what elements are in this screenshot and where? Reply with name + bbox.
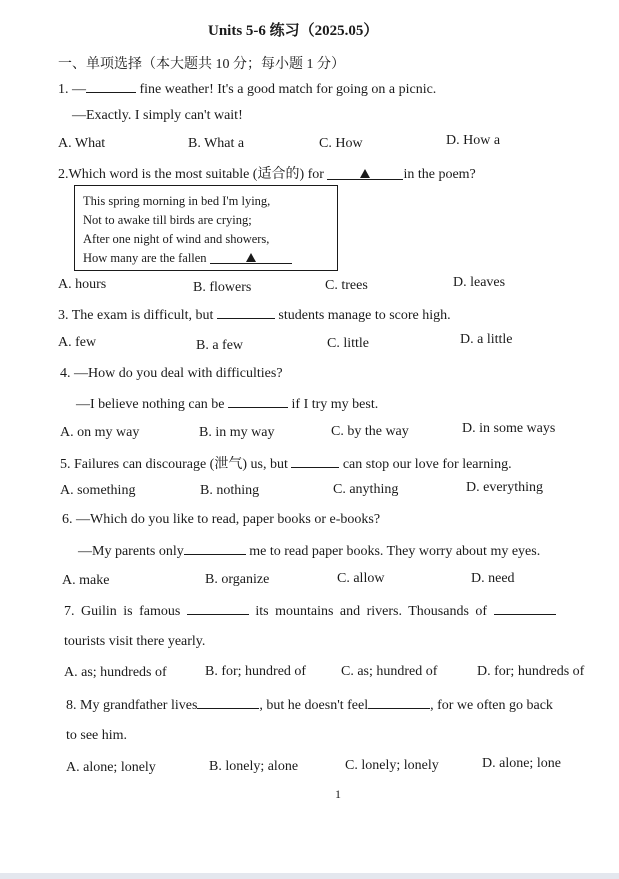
question-6-stem: 6. —Which do you like to read, paper books or e-books? [62,512,381,527]
answer-blank [86,80,136,93]
question-6-text-b: me to read paper books. They worry about my eyes. [249,544,541,559]
question-1-text-b: fine weather! It's a good match for going on a picnic. [139,82,437,97]
q7-option-d: D. for; hundreds of [477,664,585,679]
q7-option-c: C. as; hundred of [341,664,438,679]
question-6-text-a: —My parents only [78,544,184,559]
answer-blank [494,602,556,615]
poem-line: Not to awake till birds are crying; [83,213,252,227]
q6-option-b: B. organize [205,572,270,587]
answer-blank [327,167,403,180]
question-1-stem [58,80,436,98]
q5-option-a: A. something [60,483,136,498]
triangle-icon [246,253,256,262]
question-6-reply [78,542,540,560]
question-4-reply [76,395,378,413]
answer-blank [228,395,288,408]
q8-option-a: A. alone; lonely [66,760,156,775]
question-4-text-a: —I believe nothing can be [76,397,225,412]
answer-blank [217,306,275,319]
question-3-stem [58,306,451,324]
q5-option-c: C. anything [333,482,399,497]
q4-option-a: A. on my way [60,425,140,440]
question-7-stem [64,602,556,620]
answer-blank [197,696,259,709]
q2-option-d: D. leaves [453,275,506,290]
question-8-text-b: , but he doesn't feel [259,698,369,713]
answer-blank [210,251,292,264]
q8-option-d: D. alone; lone [482,756,561,771]
q2-option-a: A. hours [58,277,107,292]
section-heading: 一、单项选择（本大题共 10 分；每小题 1 分） [58,57,345,72]
question-8-text-c: , for we often go back [430,698,553,713]
q1-option-c: C. How [319,136,363,151]
answer-blank [291,455,339,468]
question-2-text-b: in the poem? [403,167,476,182]
poem-line-text: How many are the fallen [83,251,207,265]
question-8-continuation: to see him. [66,728,128,743]
poem-line: This spring morning in bed I'm lying, [83,194,271,208]
page-number: 1 [335,787,341,801]
question-1-text-a: 1. — [58,82,86,97]
q4-option-c: C. by the way [331,424,409,439]
q4-option-b: B. in my way [199,425,275,440]
q1-option-d: D. How a [446,133,501,148]
question-8-text-a: 8. My grandfather lives [66,698,198,713]
q4-option-d: D. in some ways [462,421,556,436]
question-2-text-a: 2.Which word is the most suitable (适合的) for [58,167,324,182]
q1-option-b: B. What a [188,136,245,151]
q6-option-a: A. make [62,573,110,588]
poem-line [83,251,292,266]
answer-blank [368,696,430,709]
poem-box [74,185,338,271]
q8-option-c: C. lonely; lonely [345,758,439,773]
q3-option-a: A. few [58,335,97,350]
q3-option-c: C. little [327,336,369,351]
q7-option-b: B. for; hundred of [205,664,307,679]
q6-option-c: C. allow [337,571,385,586]
q2-option-b: B. flowers [193,280,252,295]
q2-option-c: C. trees [325,278,368,293]
question-5-text-a: 5. Failures can discourage (泄气) us, but [60,457,288,472]
triangle-icon [360,169,370,178]
question-5-stem [60,453,512,473]
answer-blank [187,602,249,615]
q3-option-d: D. a little [460,332,513,347]
q8-option-b: B. lonely; alone [209,759,299,774]
answer-blank [184,542,246,555]
q5-option-d: D. everything [466,480,543,495]
q1-option-a: A. What [58,136,106,151]
question-3-text-a: 3. The exam is difficult, but [58,308,214,323]
question-2-stem [58,163,476,183]
bottom-border [0,873,619,879]
question-3-text-b: students manage to score high. [278,308,451,323]
question-4-stem: 4. —How do you deal with difficulties? [60,366,283,381]
question-5-text-b: can stop our love for learning. [342,457,512,472]
question-7-continuation: tourists visit there yearly. [64,634,206,649]
q7-option-a: A. as; hundreds of [64,665,167,680]
question-7-text-a: 7. Guilin is famous [64,604,181,619]
q6-option-d: D. need [471,571,515,586]
question-4-text-b: if I try my best. [291,397,379,412]
q3-option-b: B. a few [196,338,244,353]
question-7-text-b: its mountains and rivers. Thousands of [255,604,488,619]
poem-line: After one night of wind and showers, [83,232,270,246]
page-title: Units 5-6 练习（2025.05） [208,23,379,39]
q5-option-b: B. nothing [200,483,260,498]
question-1-reply: —Exactly. I simply can't wait! [72,108,243,123]
question-8-stem [66,696,553,714]
